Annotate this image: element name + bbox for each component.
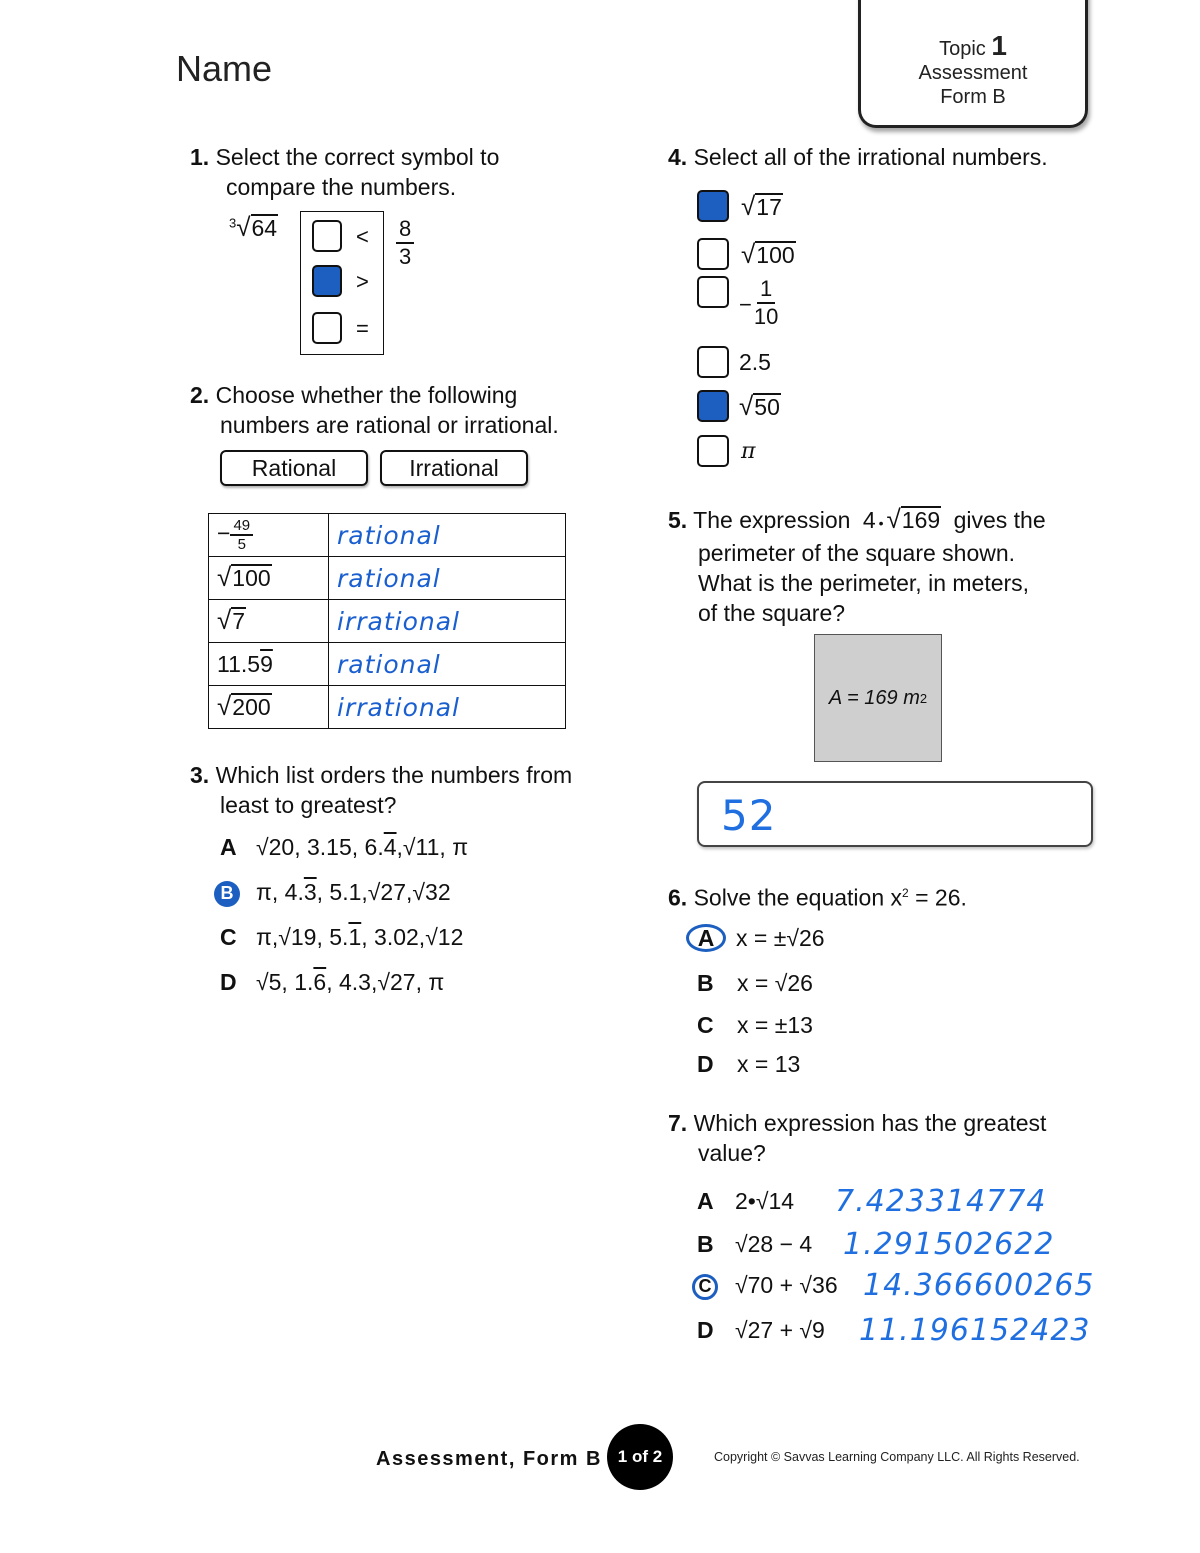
table-row	[209, 514, 566, 557]
form-label: Form B	[940, 86, 1006, 108]
q6-option-b[interactable]: B x = √26	[697, 970, 813, 996]
q4-option-sqrt50[interactable]: √ 50	[697, 390, 781, 422]
table-cell-number: √ 7	[209, 600, 329, 643]
q1-option-less[interactable]: <	[312, 220, 342, 257]
selected-answer-marker: A	[686, 924, 726, 952]
answer-dropzone[interactable]: rational	[329, 557, 566, 600]
checkbox[interactable]	[697, 276, 729, 308]
q3-option-c[interactable]: C π, √19 , 5. 1 , 3.02, √12	[220, 924, 464, 950]
handwritten-work: 7.423314774	[835, 1184, 1047, 1219]
q7-option-a[interactable]: A 2•√14 7.423314774	[697, 1184, 1047, 1219]
q6-option-a[interactable]: A x = ±√26	[686, 924, 825, 952]
handwritten-work: 1.291502622	[843, 1227, 1055, 1262]
q3-option-a[interactable]: A √20 , 3.15, 6. 4 , √11 , π	[220, 834, 469, 860]
square-figure: A = 169 m 2	[814, 634, 942, 762]
checkbox-checked[interactable]	[697, 390, 729, 422]
rational-choice-button[interactable]: Rational	[220, 450, 368, 486]
q2-classification-table	[208, 513, 566, 729]
copyright-notice: Copyright © Savvas Learning Company LLC. All Rights Reserved.	[714, 1450, 1080, 1464]
checkbox-checked[interactable]	[697, 190, 729, 222]
perimeter-answer-input[interactable]: 52	[697, 781, 1093, 847]
q3-option-b[interactable]: B π, 4. 3 , 5.1, √27 , √32	[214, 878, 451, 907]
handwritten-work: 14.366600265	[863, 1268, 1095, 1303]
table-cell-number: √ 100	[209, 557, 329, 600]
table-row	[209, 643, 566, 686]
q6-prompt: 6. Solve the equation $x^2 = 26$.	[668, 884, 967, 911]
assessment-label: Assessment	[918, 62, 1028, 84]
topic-badge	[858, 0, 1088, 128]
q1-right-fraction: $\frac{8}{3}$	[396, 216, 414, 270]
irrational-choice-button[interactable]: Irrational	[380, 450, 528, 486]
q3-prompt: 3. Which list orders the numbers from least to greatest?	[190, 762, 573, 818]
q1-prompt: 1. Select the correct symbol to compare the numbers.	[190, 144, 500, 200]
q6-option-d[interactable]: D x = 13	[697, 1051, 801, 1077]
q1-left-value: $^3$ √ 64	[229, 212, 278, 243]
table-row	[209, 600, 566, 643]
name-label: Name	[176, 48, 273, 89]
q4-option-neg-fraction[interactable]: − $\frac{1}{10}$	[697, 276, 778, 330]
checkbox[interactable]	[697, 435, 729, 467]
q6-option-c[interactable]: C x = ±13	[697, 1012, 813, 1038]
q1-option-greater[interactable]: >	[312, 265, 342, 302]
q7-option-b[interactable]: B √28 − 4 1.291502622	[697, 1227, 1055, 1262]
selected-answer-marker: B	[214, 881, 240, 907]
checkbox[interactable]	[697, 346, 729, 378]
topic-label: Topic	[939, 38, 986, 60]
q4-option-pi[interactable]: π	[697, 435, 755, 467]
q4-prompt: 4. Select all of the irrational numbers.	[668, 144, 1048, 170]
q5-prompt: 5. The expression 4 • √ 169 gives the perimeter of the square shown. What is the perimeter, in meters, of the square?	[668, 504, 1046, 626]
table-row	[209, 557, 566, 600]
handwritten-work: 11.196152423	[859, 1313, 1091, 1348]
q2-prompt: 2. Choose whether the following numbers are rational or irrational.	[190, 382, 559, 438]
page-indicator: 1 of 2	[607, 1424, 673, 1490]
checkbox-checked[interactable]	[312, 265, 342, 297]
q7-prompt: 7. Which expression has the greatest value?	[668, 1110, 1047, 1166]
table-cell-number: − $\frac{49}{5}$	[209, 514, 329, 557]
q7-option-c[interactable]: C √70 + √36 14.366600265	[692, 1268, 1095, 1303]
checkbox[interactable]	[697, 238, 729, 270]
q1-option-equal[interactable]: =	[312, 312, 342, 349]
topic-number: 1	[991, 30, 1007, 61]
table-cell-number: 11.59	[209, 643, 329, 686]
answer-dropzone[interactable]: rational	[329, 514, 566, 557]
q3-option-d[interactable]: D √5 , 1. 6 , 4.3, √27 , π	[220, 969, 445, 995]
answer-dropzone[interactable]: irrational	[329, 686, 566, 729]
q4-option-sqrt17[interactable]: √ 17	[697, 190, 783, 222]
table-row	[209, 686, 566, 729]
answer-dropzone[interactable]: irrational	[329, 600, 566, 643]
q7-option-d[interactable]: D √27 + √9 11.196152423	[697, 1313, 1091, 1348]
selected-answer-marker: C	[692, 1274, 718, 1300]
answer-dropzone[interactable]: rational	[329, 643, 566, 686]
checkbox[interactable]	[312, 312, 342, 344]
checkbox[interactable]	[312, 220, 342, 252]
table-cell-number: √ 200	[209, 686, 329, 729]
footer-title: Assessment, Form B	[376, 1448, 602, 1470]
q4-option-sqrt100[interactable]: √ 100	[697, 238, 796, 270]
q4-option-2-5[interactable]: 2.5	[697, 346, 771, 378]
